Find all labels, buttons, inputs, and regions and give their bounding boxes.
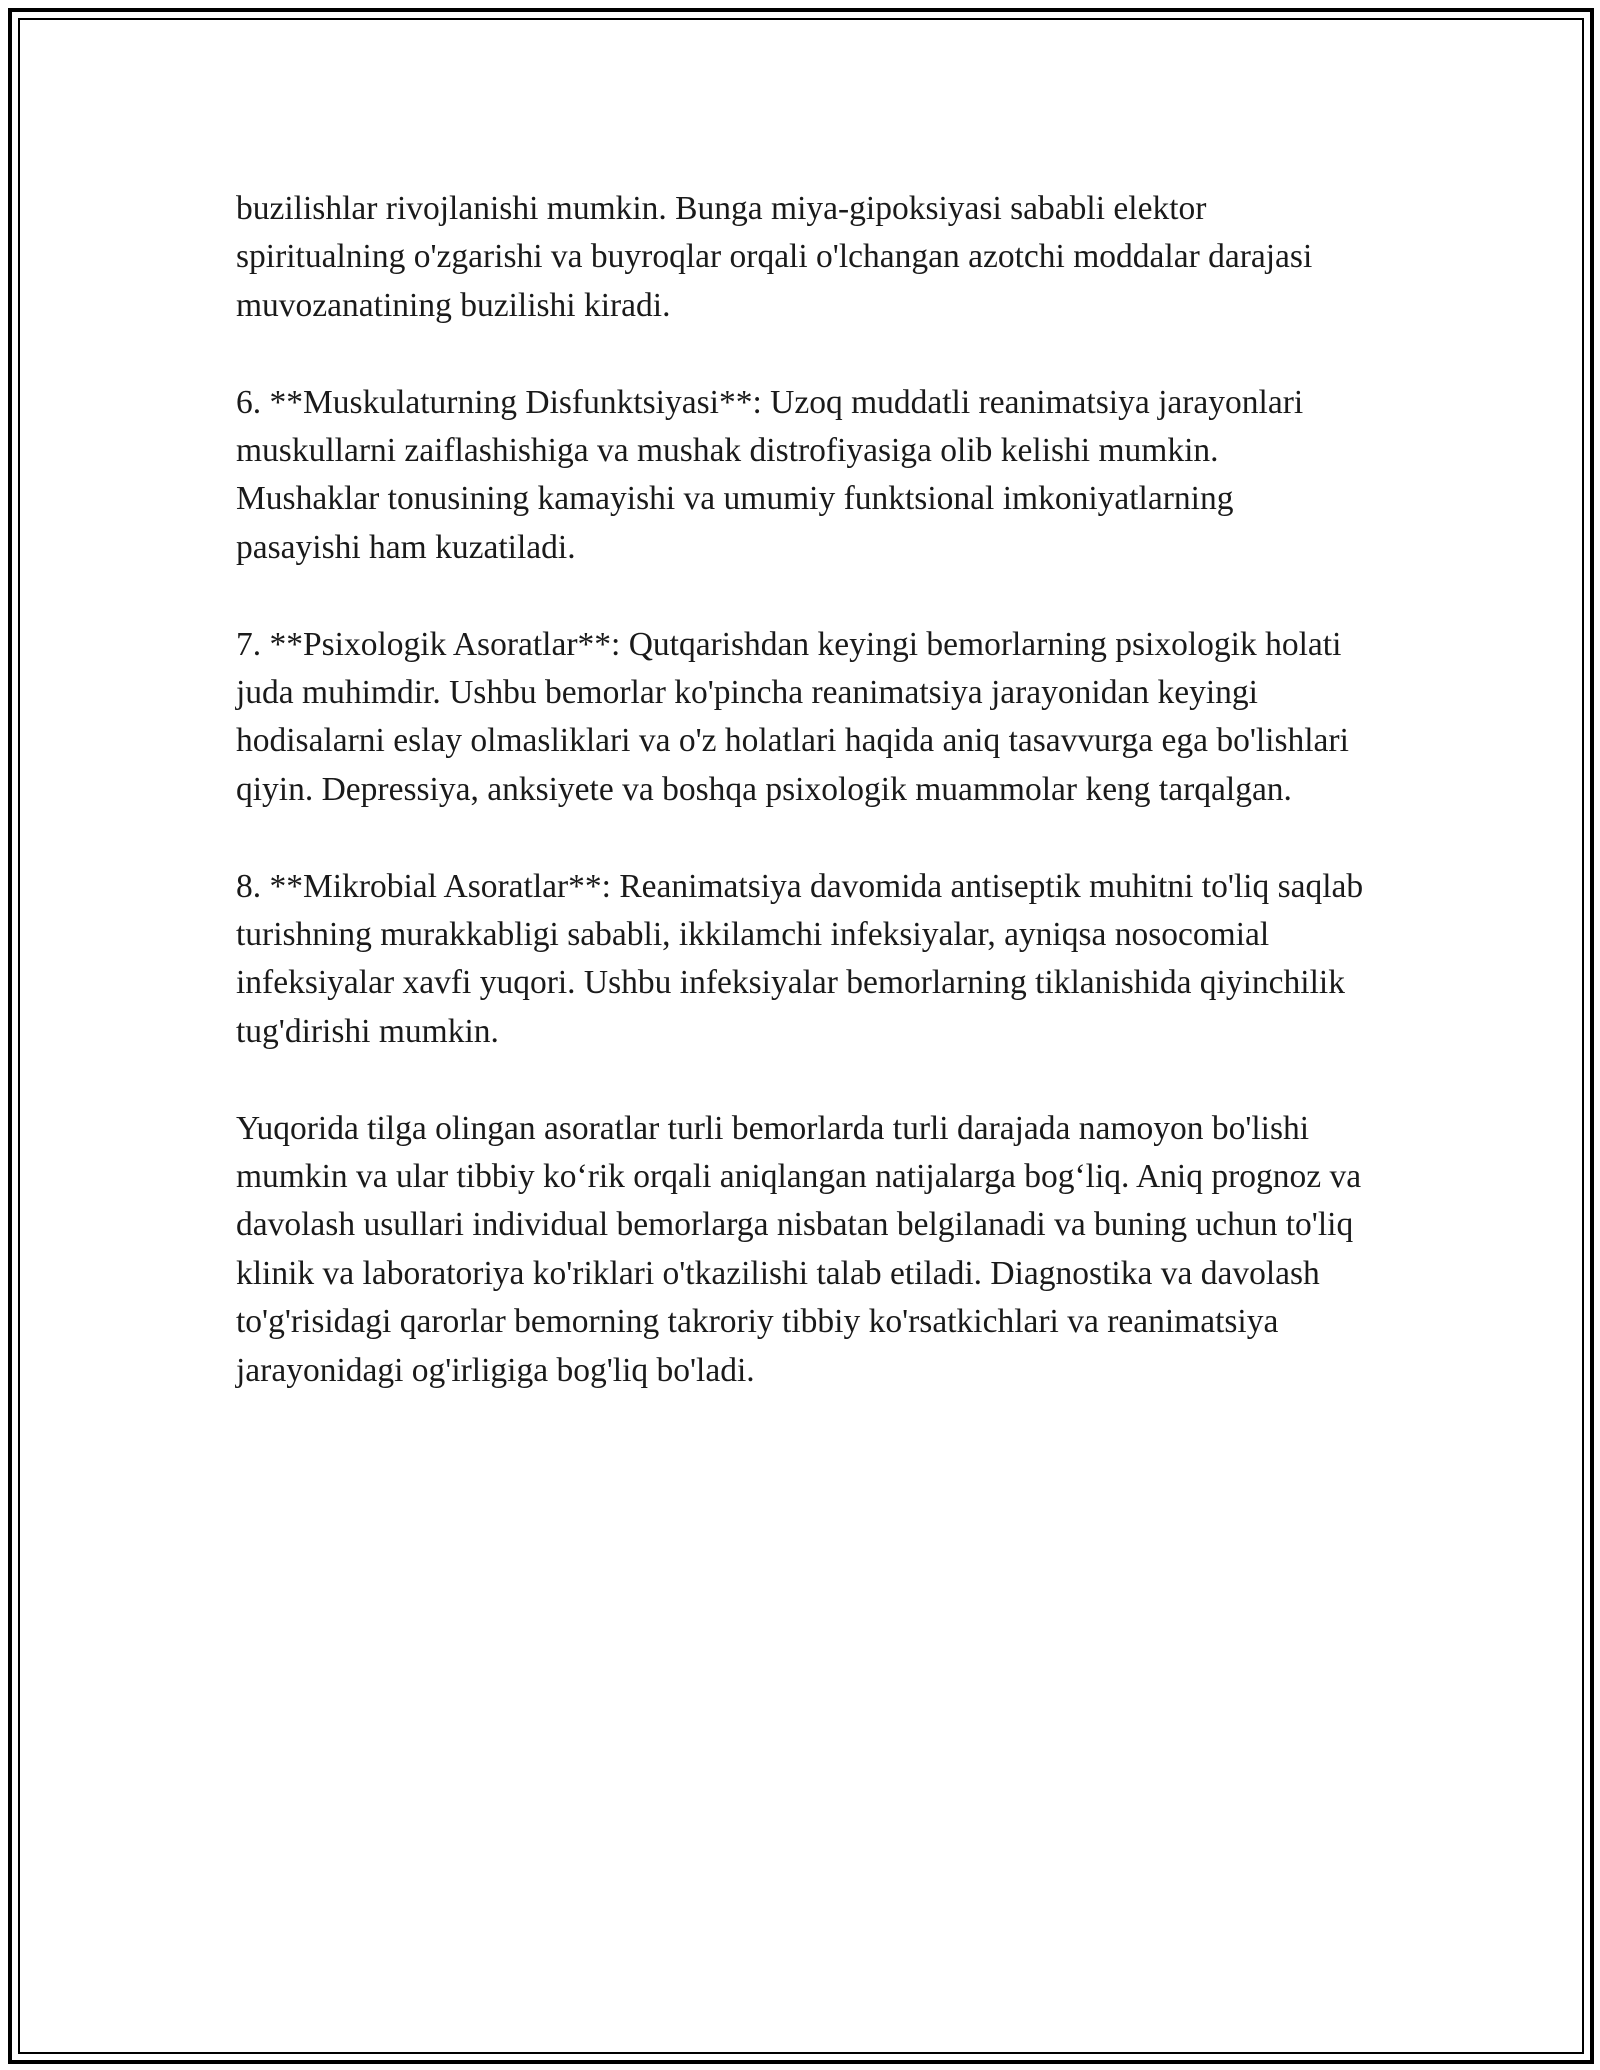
- paragraph-item-7: 7. **Psixologik Asoratlar**: Qutqarishdan keyingi bemorlarning psixologik holati juda muhimdir. Ushbu bemorlar ko'pincha reanimatsiya jarayonidan keyingi hodisalarni eslay olmasliklari va o'z holatlari haqida aniq tasavvurga ega bo'lishlari qiyin. Depressiya, anksiyete va boshqa psixologik muammolar keng tarqalgan.: [236, 625, 1349, 808]
- paragraph-item-8: 8. **Mikrobial Asoratlar**: Reanimatsiya davomida antiseptik muhitni to'liq saqlab turishning murakkabligi sababli, ikkilamchi infeksiyalar, ayniqsa nosocomial infeksiyalar xavfi yuqori. Ushbu infeksiyalar bemorlarning tiklanishida qiyinchilik tug'dirishi mumkin.: [236, 867, 1364, 1050]
- paragraph-intro-continuation: buzilishlar rivojlanishi mumkin. Bunga miya-gipoksiyasi sababli elektor spiritualning o'zgarishi va buyroqlar orqali o'lchangan azotchi moddalar darajasi muvozanatining buzilishi kiradi.: [236, 190, 1313, 324]
- paragraph-item-6: 6. **Muskulaturning Disfunktsiyasi**: Uzoq muddatli reanimatsiya jarayonlari muskullarni zaiflashishiga va mushak distrofiyasiga olib kelishi mumkin. Mushaklar tonusining kamayishi va umumiy funktsional imkoniyatlarning pasayishi ham kuzatiladi.: [236, 383, 1304, 566]
- document-body: [236, 185, 1366, 1395]
- paragraph-conclusion: Yuqorida tilga olingan asoratlar turli bemorlarda turli darajada namoyon bo'lishi mumkin va ular tibbiy ko‘rik orqali aniqlangan natijalarga bog‘liq. Aniq prognoz va davolash usullari individual bemorlarga nisbatan belgilanadi va buning uchun to'liq klinik va laboratoriya ko'riklari o'tkazilishi talab etiladi. Diagnostika va davolash to'g'risidagi qarorlar bemorning takroriy tibbiy ko'rsatkichlari va reanimatsiya jarayonidagi og'irligiga bog'liq bo'ladi.: [236, 1109, 1362, 1389]
